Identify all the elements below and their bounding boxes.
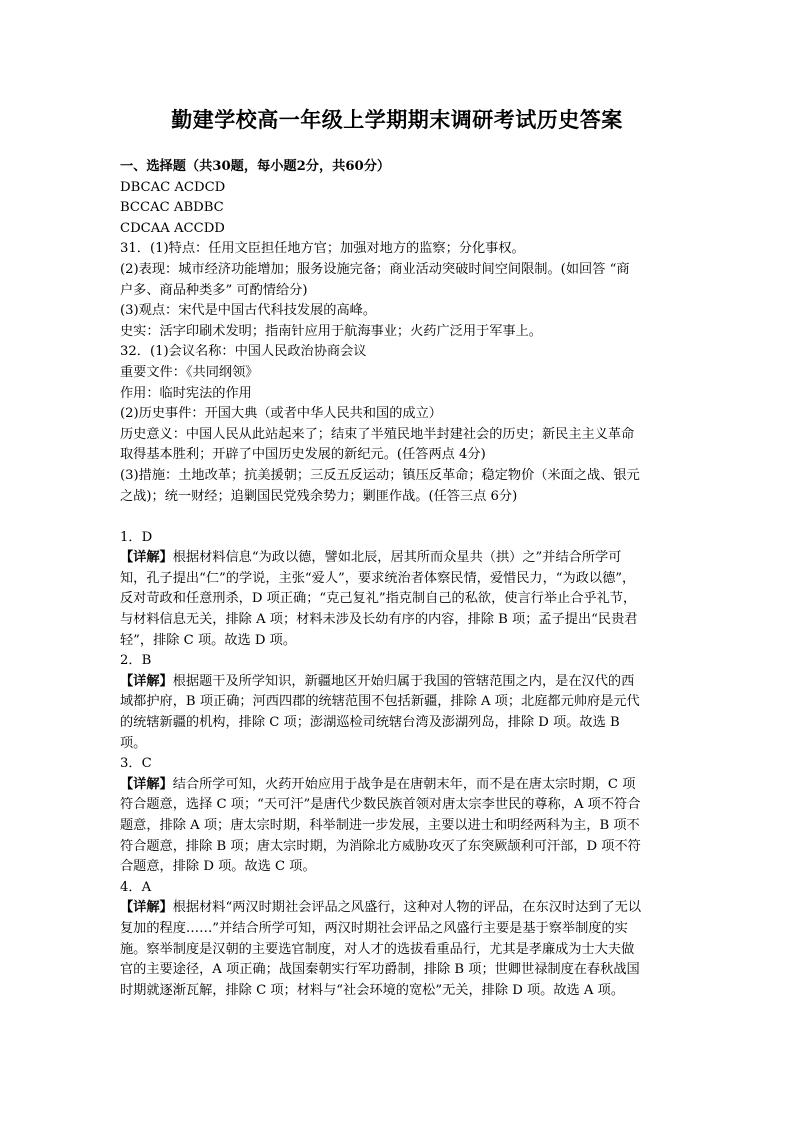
explanation-line xyxy=(120,548,680,569)
explanation-line xyxy=(120,672,680,693)
q32-line: 32．(1)会议名称：中国人民政治协商会议 xyxy=(120,344,367,360)
explanation-line: 轻”，排除 C 项。故选 D 项。 xyxy=(120,632,297,648)
explanation-line: 符合题意，选择 C 项；“天可汗”是唐代少数民族首领对唐太宗李世民的尊称，A 项不符合 xyxy=(120,797,641,813)
answer-key-line: BCCAC ABDBC xyxy=(120,200,224,216)
explanation-line xyxy=(120,775,680,796)
q32-line: (3)措施：土地改革；抗美援朝；三反五反运动；镇压反革命；稳定物价（米面之战、银元 xyxy=(120,467,640,483)
q32-line: (2)历史事件：开国大典（或者中华人民共和国的成立） xyxy=(120,406,442,422)
q31-line: (2)表现：城市经济功能增加；服务设施完备；商业活动突破时间空间限制。(如回答 “商 xyxy=(120,261,630,277)
explanation-number: 4．A xyxy=(120,879,152,895)
section-heading-choice: 一、选择题（共30题，每小题2分，共60分） xyxy=(120,159,391,174)
answer-key-line: DBCAC ACDCD xyxy=(120,179,226,195)
explanation-line: 符合题意，排除 B 项；唐太宗时期，为消除北方威胁攻灭了东突厥颉利可汗部，D 项不符 xyxy=(120,838,641,854)
explanation-line: 项。 xyxy=(120,735,147,751)
q31-line: 史实：活字印刷术发明；指南针应用于航海事业；火药广泛用于军事上。 xyxy=(120,323,542,339)
detail-tag: 【详解】 xyxy=(120,900,173,916)
explanation-line: 官的主要途径，A 项正确；战国秦朝实行军功爵制，排除 B 项；世卿世禄制度在春秋战国 xyxy=(120,962,640,978)
explanation-number: 3．C xyxy=(120,756,152,772)
page-title: 勤建学校高一年级上学期期末调研考试历史答案 xyxy=(171,107,623,132)
explanation-line: 施。察举制度是汉朝的主要选官制度，对人才的选拔看重品行，尤其是孝廉成为士大夫做 xyxy=(120,941,635,957)
explanation-line: 时期就逐渐瓦解，排除 C 项；材料与“社会环境的宽松”无关，排除 D 项。故选 A 项。 xyxy=(120,982,625,998)
answer-content xyxy=(120,157,680,1001)
explanation-line: 复加的程度……”并结合所学可知，两汉时期社会评品之风盛行主要是基于察举制度的实 xyxy=(120,920,628,936)
explanation-line: 的统辖新疆的机构，排除 C 项；澎湖巡检司统辖台湾及澎湖列岛，排除 D 项。故选 B xyxy=(120,715,620,731)
detail-tag: 【详解】 xyxy=(120,550,173,566)
q32-line: 之战)；统一财经；追剿国民党残余势力；剿匪作战。(任答三点 6分) xyxy=(120,488,518,504)
q32-line: 作用：临时宪法的作用 xyxy=(120,385,252,401)
explanation-line: 知，孔子提出“仁”的学说，主张“爱人”，要求统治者体察民情，爱惜民力，“为政以德”， xyxy=(120,570,636,586)
explanation-line: 与材料信息无关，排除 A 项；材料未涉及长幼有序的内容，排除 B 项；孟子提出“民贵君 xyxy=(120,612,638,628)
explanation-text: 根据材料“两汉时期社会评品之风盛行，这种对人物的评品，在东汉时达到了无以 xyxy=(172,900,642,916)
explanation-line: 域都护府，B 项正确；河西四郡的统辖范围不包括新疆，排除 A 项；北庭都元帅府是元代 xyxy=(120,694,640,710)
spacer xyxy=(120,507,680,528)
explanation-line: 合题意，排除 D 项。故选 C 项。 xyxy=(120,859,316,875)
q32-line: 重要文件：《共同纲领》 xyxy=(120,364,259,380)
explanation-line: 反对苛政和任意刑杀，D 项正确；“克己复礼”指克制自己的私欲，使言行举止合乎礼节， xyxy=(120,591,637,607)
explanation-number: 1．D xyxy=(120,529,153,545)
q31-line: 31．(1)特点：任用文臣担任地方官；加强对地方的监察；分化事权。 xyxy=(120,241,525,257)
q31-line: 户多、商品种类多” 可酌情给分) xyxy=(120,282,308,298)
q32-line: 历史意义：中国人民从此站起来了；结束了半殖民地半封建社会的历史；新民主主义革命 xyxy=(120,426,635,442)
answer-key-line: CDCAA ACCDD xyxy=(120,220,225,236)
detail-tag: 【详解】 xyxy=(120,776,173,792)
detail-tag: 【详解】 xyxy=(120,673,173,689)
explanation-text: 结合所学可知，火药开始应用于战争是在唐朝末年，而不是在唐太宗时期，C 项 xyxy=(172,776,636,792)
explanation-line: 题意，排除 A 项；唐太宗时期，科举制进一步发展，主要以进士和明经两科为主，B 项不 xyxy=(120,818,640,833)
explanation-line xyxy=(120,898,680,919)
explanation-text: 根据材料信息“为政以德，譬如北辰，居其所而众星共（拱）之”并结合所学可 xyxy=(172,550,622,566)
explanation-number: 2．B xyxy=(120,653,152,669)
q32-line: 取得基本胜利；开辟了中国历史发展的新纪元。(任答两点 4分) xyxy=(120,447,486,463)
explanation-text: 根据题干及所学知识，新疆地区开始归属于我国的管辖范围之内，是在汉代的西 xyxy=(172,673,635,689)
q31-line: (3)观点：宋代是中国古代科技发展的高峰。 xyxy=(120,303,377,319)
